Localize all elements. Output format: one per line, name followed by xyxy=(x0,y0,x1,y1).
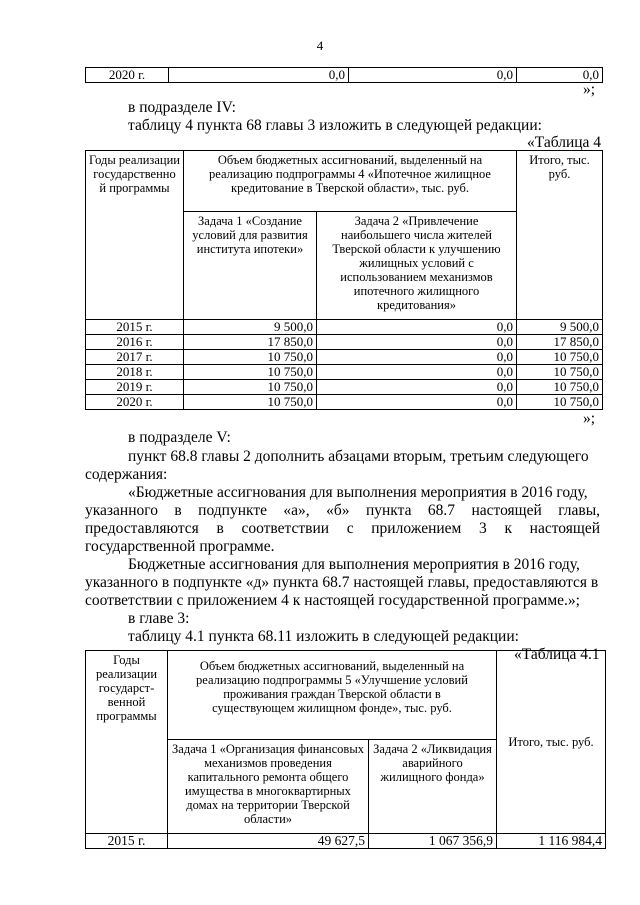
task-1-cell: 9 500,0 xyxy=(184,320,317,335)
year-cell: 2015 г. xyxy=(86,834,168,849)
header-task-1: Задача 1 «Создание условий для развития института ипотеки» xyxy=(184,212,317,320)
year-cell: 2019 г. xyxy=(86,380,184,395)
total-cell: 10 750,0 xyxy=(517,380,603,395)
table-row xyxy=(86,395,603,410)
header-task-2: Задача 2 «Ликвидация аварийного жилищного фонда» xyxy=(369,740,497,834)
total-cell: 10 750,0 xyxy=(517,350,603,365)
table-row xyxy=(86,834,606,849)
paragraph: «Бюджетные ассигнования для выполнения мероприятия в 2016 году, xyxy=(128,484,588,501)
table-caption: «Таблица 4 xyxy=(527,134,602,151)
table-row xyxy=(86,335,603,350)
value-cell: 0,0 xyxy=(169,68,349,83)
task-2-cell: 0,0 xyxy=(317,395,517,410)
task-1-cell: 10 750,0 xyxy=(184,350,317,365)
table-row xyxy=(86,380,603,395)
value-cell: 0,0 xyxy=(517,68,603,83)
paragraph: государственной программе. xyxy=(85,538,275,555)
year-cell: 2020 г. xyxy=(86,395,184,410)
task-1-cell: 10 750,0 xyxy=(184,380,317,395)
table-row xyxy=(86,320,603,335)
table-caption: «Таблица 4.1 xyxy=(514,646,600,663)
total-cell: 10 750,0 xyxy=(517,395,603,410)
table-4 xyxy=(85,150,603,410)
value-cell: 0,0 xyxy=(349,68,517,83)
paragraph: содержания: xyxy=(85,466,168,483)
header-years: Годы реализации государст-венной программы xyxy=(86,651,168,834)
table-row xyxy=(86,68,603,83)
header-total: Итого, тыс. руб. xyxy=(517,151,603,320)
table-4-1 xyxy=(85,650,606,849)
task-2-cell: 0,0 xyxy=(317,335,517,350)
paragraph: указанного в подпункте «а», «б» пункта 68.7 настоящей главы, xyxy=(85,502,600,519)
year-cell: 2017 г. xyxy=(86,350,184,365)
section-heading: в главе 3: xyxy=(128,610,190,627)
header-years: Годы реализации государственно й программы xyxy=(86,151,184,320)
task-1-cell: 10 750,0 xyxy=(184,365,317,380)
task-1-cell: 10 750,0 xyxy=(184,395,317,410)
header-task-1: Задача 1 «Организация финансовых механизмов проведения капитального ремонта общего имущества в многоквартирных домах на территории Тверской области» xyxy=(168,740,369,834)
paragraph: пункт 68.8 главы 2 дополнить абзацами вторым, третьим следующего xyxy=(128,448,589,465)
paragraph: предоставляются в соответствии с приложением 3 к настоящей xyxy=(85,520,600,537)
paragraph: таблицу 4 пункта 68 главы 3 изложить в следующей редакции: xyxy=(128,117,542,134)
section-heading: в подразделе IV: xyxy=(128,99,236,116)
closing-quote: »; xyxy=(583,81,596,98)
year-cell: 2018 г. xyxy=(86,365,184,380)
total-cell: 10 750,0 xyxy=(517,365,603,380)
total-cell: 9 500,0 xyxy=(517,320,603,335)
year-cell: 2016 г. xyxy=(86,335,184,350)
page-number: 4 xyxy=(316,38,324,53)
year-cell: 2015 г. xyxy=(86,320,184,335)
paragraph: указанного в подпункте «д» пункта 68.7 настоящей главы, предоставляются в xyxy=(85,574,599,591)
paragraph: таблицу 4.1 пункта 68.11 изложить в следующей редакции: xyxy=(128,628,519,645)
total-cell: 1 116 984,4 xyxy=(497,834,606,849)
task-2-cell: 1 067 356,9 xyxy=(369,834,497,849)
table-row xyxy=(86,365,603,380)
table-row xyxy=(86,350,603,365)
task-2-cell: 0,0 xyxy=(317,320,517,335)
paragraph: Бюджетные ассигнования для выполнения мероприятия в 2016 году, xyxy=(128,556,580,573)
header-total: Итого, тыс. руб. xyxy=(497,651,606,834)
paragraph: соответствии с приложением 4 к настоящей государственной программе.»; xyxy=(85,592,580,609)
continued-table-row xyxy=(85,67,603,83)
closing-quote: »; xyxy=(583,410,596,427)
task-2-cell: 0,0 xyxy=(317,365,517,380)
task-2-cell: 0,0 xyxy=(317,380,517,395)
task-1-cell: 17 850,0 xyxy=(184,335,317,350)
task-1-cell: 49 627,5 xyxy=(168,834,369,849)
year-cell: 2020 г. xyxy=(86,68,169,83)
total-cell: 17 850,0 xyxy=(517,335,603,350)
header-task-2: Задача 2 «Привлечение наибольшего числа жителей Тверской области к улучшению жилищных условий с использованием механизмов ипотечного жилищного кредитования» xyxy=(317,212,517,320)
header-volume: Объем бюджетных ассигнований, выделенный на реализацию подпрограммы 4 «Ипотечное жилищное кредитование в Тверской области», тыс. руб. xyxy=(184,151,517,212)
header-volume: Объем бюджетных ассигнований, выделенный на реализацию подпрограммы 5 «Улучшение условий проживания граждан Тверской области в существующем жилищном фонде», тыс. руб. xyxy=(168,651,497,740)
task-2-cell: 0,0 xyxy=(317,350,517,365)
section-heading: в подразделе V: xyxy=(128,429,231,446)
